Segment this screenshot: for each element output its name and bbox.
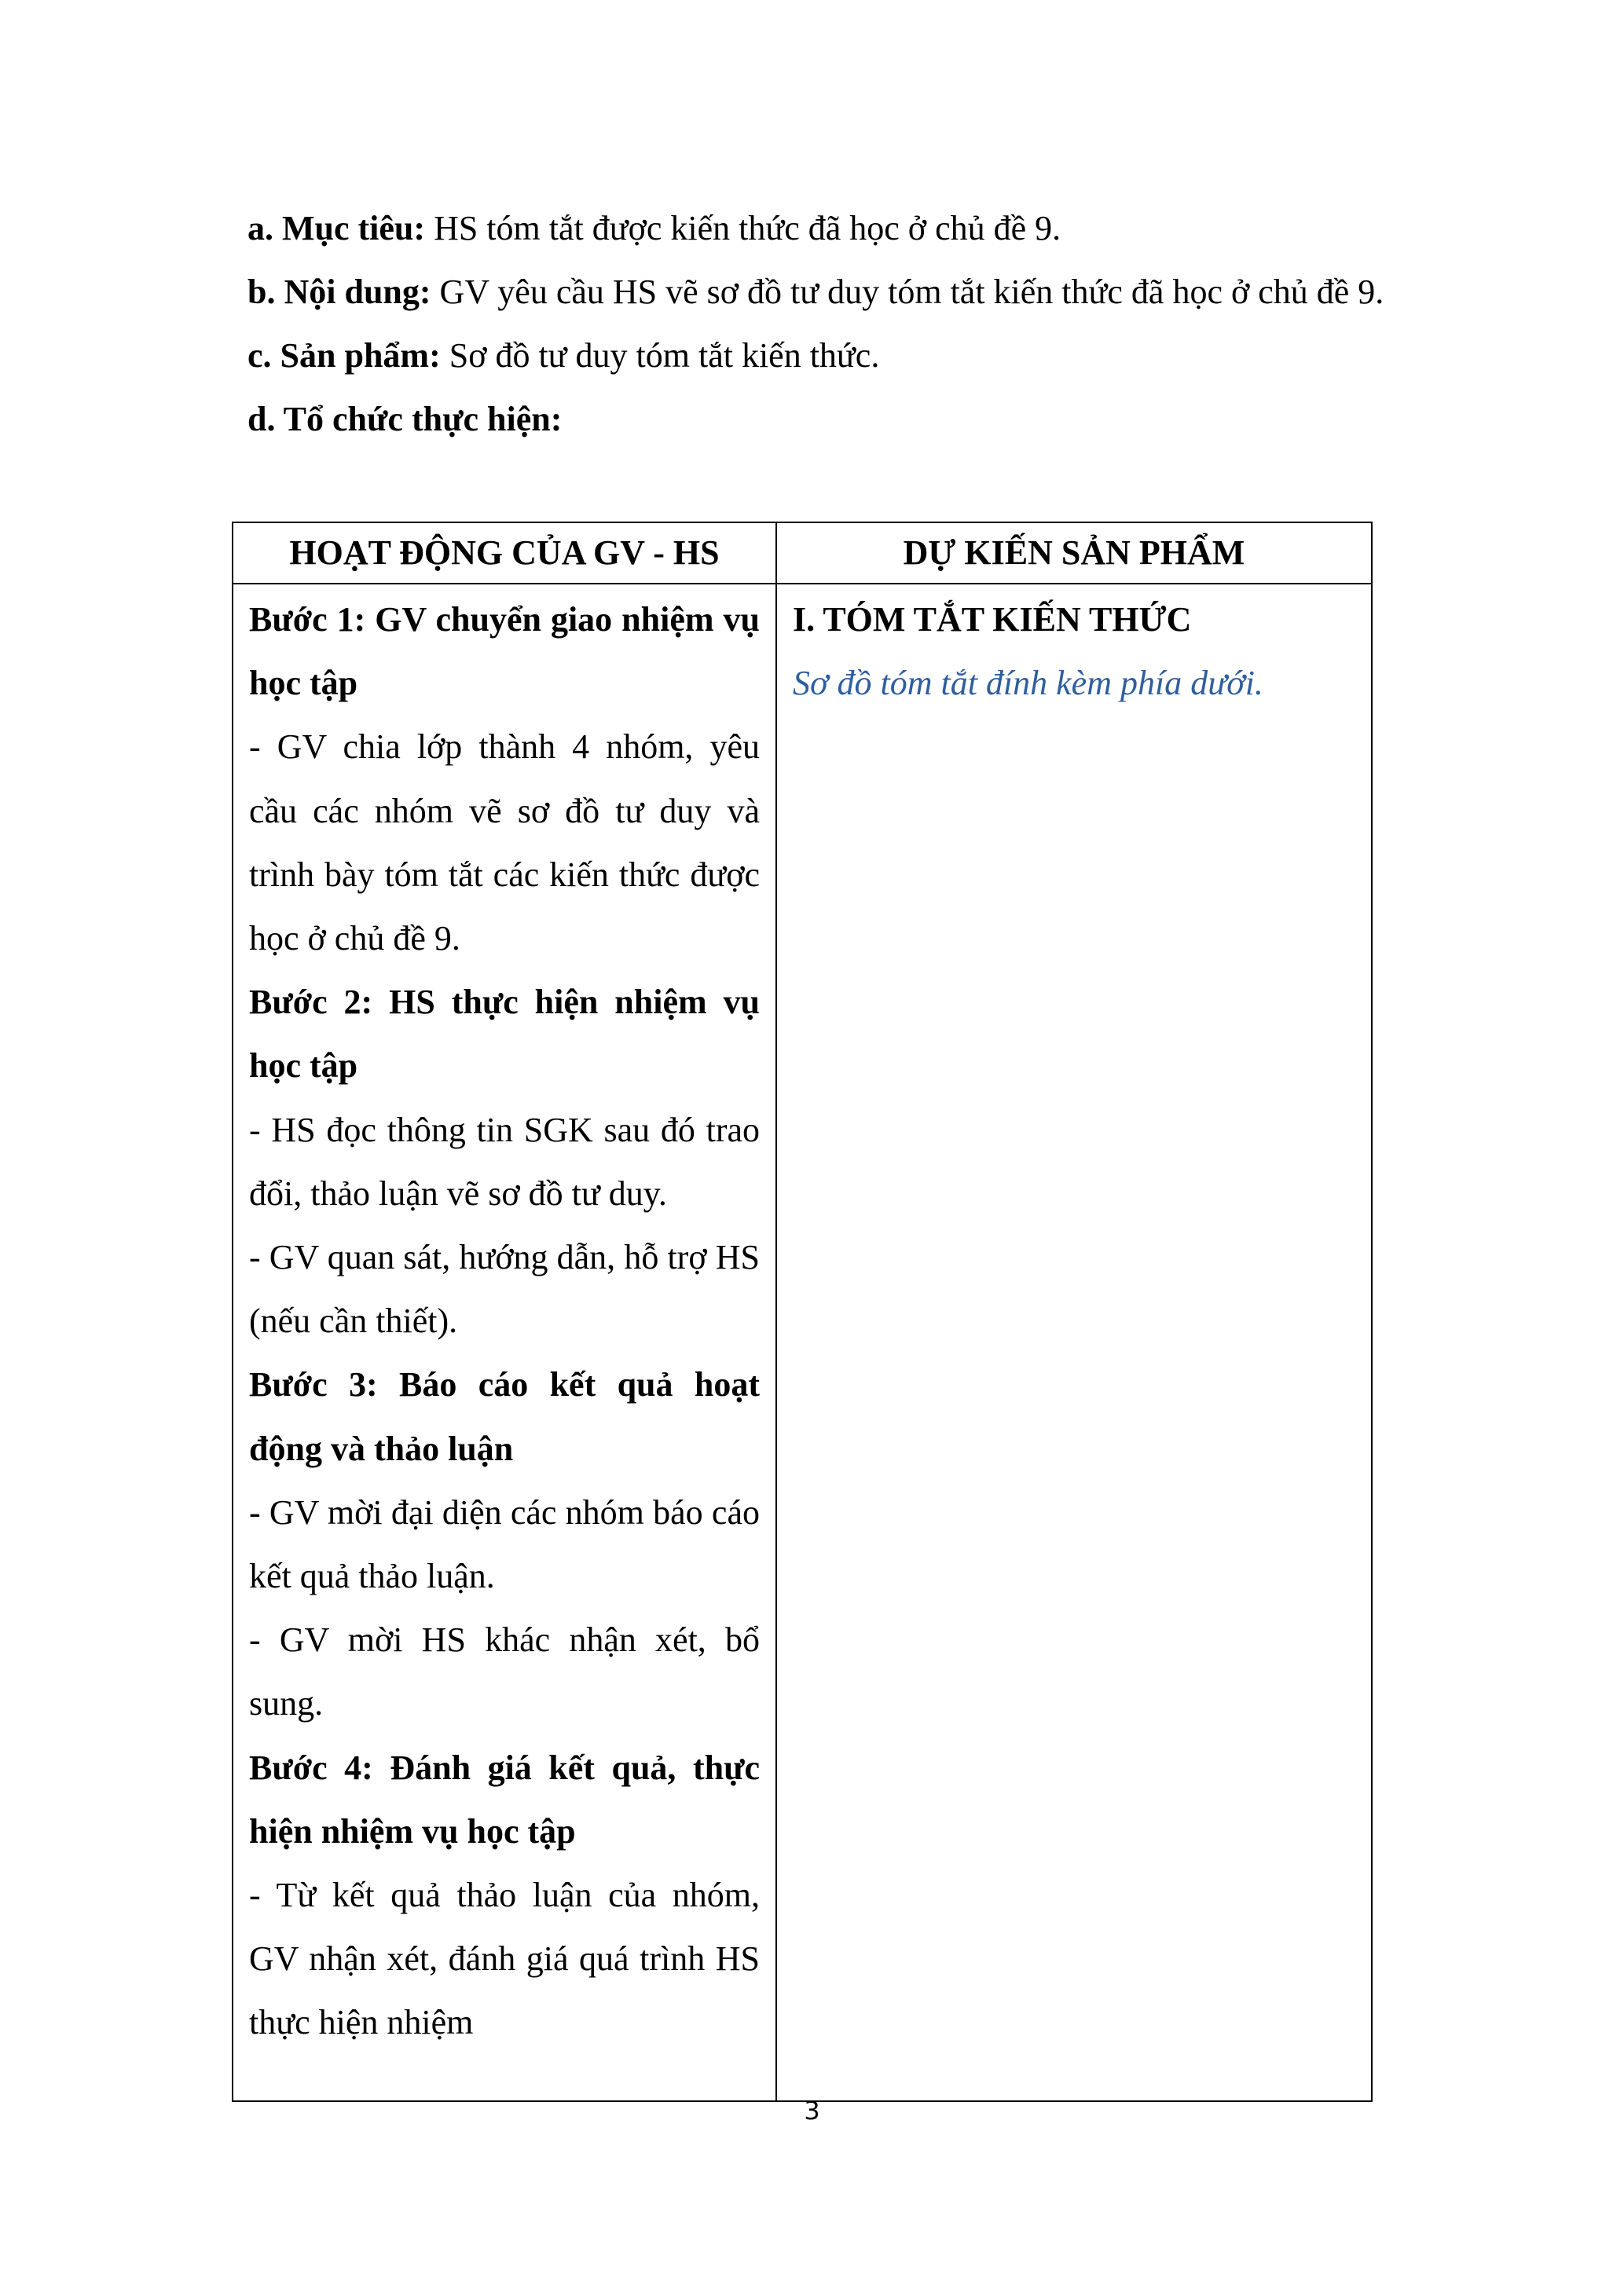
product-cell	[776, 584, 1372, 2101]
step1-title: Bước 1: GV chuyển giao nhiệm vụ học tập	[249, 600, 760, 703]
header-teacher-student-activity: HOẠT ĐỘNG CỦA GV - HS	[233, 522, 776, 584]
content-label: b. Nội dung:	[247, 273, 431, 311]
activity-cell	[233, 584, 776, 2101]
step3-title: Bước 3: Báo cáo kết quả hoạt động và thảo luận	[249, 1365, 760, 1468]
step3-item-2: - GV mời HS khác nhận xét, bổ sung.	[249, 1620, 760, 1723]
objective-text: HS tóm tắt được kiến thức đã học ở chủ đề 9.	[425, 209, 1061, 247]
summary-section-title: I. TÓM TẮT KIẾN THỨC	[793, 600, 1192, 639]
step2-item-2: - GV quan sát, hướng dẫn, hỗ trợ HS (nếu cần thiết).	[249, 1238, 760, 1341]
step1-item: - GV chia lớp thành 4 nhóm, yêu cầu các nhóm vẽ sơ đồ tư duy và trình bày tóm tắt các kiến thức được học ở chủ đề 9.	[249, 727, 760, 958]
page-number: 3	[804, 2096, 820, 2126]
step4-title: Bước 4: Đánh giá kết quả, thực hiện nhiệm vụ học tập	[249, 1748, 760, 1851]
objective-label: a. Mục tiêu:	[247, 209, 426, 247]
product-text: Sơ đồ tư duy tóm tắt kiến thức.	[440, 336, 880, 375]
header-expected-product: DỰ KIẾN SẢN PHẨM	[776, 522, 1372, 584]
step3-item-1: - GV mời đại diện các nhóm báo cáo kết quả thảo luận.	[249, 1492, 760, 1596]
step4-item-1: - Từ kết quả thảo luận của nhóm, GV nhận xét, đánh giá quá trình HS thực hiện nhiệm	[249, 1876, 760, 2042]
attached-diagram-note: Sơ đồ tóm tắt đính kèm phía dưới.	[793, 664, 1263, 703]
table-row	[233, 584, 1372, 2101]
table-header-row	[233, 522, 1372, 584]
product-line	[247, 324, 1387, 387]
content-text: GV yêu cầu HS vẽ sơ đồ tư duy tóm tắt kiến thức đã học ở chủ đề 9.	[431, 273, 1384, 311]
product-label: c. Sản phẩm:	[247, 336, 441, 375]
organization-line	[247, 387, 1387, 451]
step2-item-1: - HS đọc thông tin SGK sau đó trao đổi, thảo luận vẽ sơ đồ tư duy.	[249, 1110, 760, 1213]
activity-table	[232, 522, 1373, 2102]
content-line	[247, 260, 1387, 324]
step2-title: Bước 2: HS thực hiện nhiệm vụ học tập	[249, 983, 760, 1086]
objective-line	[247, 196, 1387, 260]
lesson-intro	[247, 196, 1387, 451]
organization-label: d. Tổ chức thực hiện:	[247, 400, 563, 438]
